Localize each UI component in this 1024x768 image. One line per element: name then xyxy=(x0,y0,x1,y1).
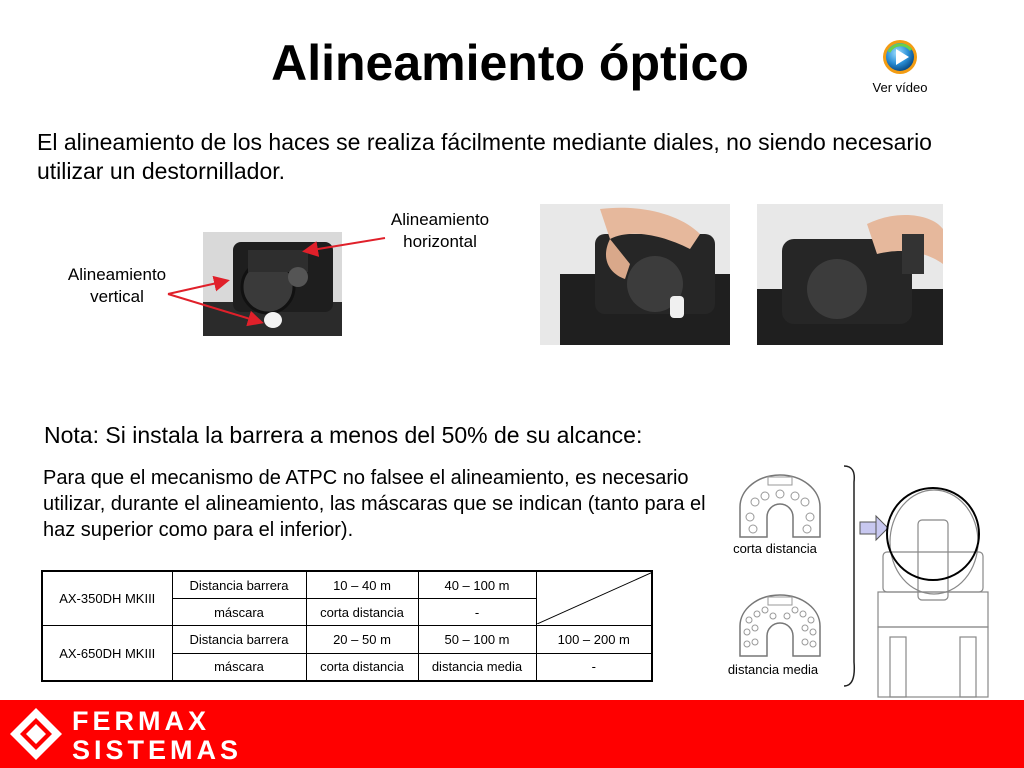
video-label[interactable]: Ver vídeo xyxy=(872,80,928,95)
table-cell: Distancia barrera xyxy=(172,571,306,599)
mask-medium-label: distancia media xyxy=(727,662,819,677)
table-cell: 10 – 40 m xyxy=(306,571,418,599)
table-cell: corta distancia xyxy=(306,599,418,626)
device-diagram xyxy=(838,462,1008,698)
table-cell: AX-350DH MKIII xyxy=(42,571,172,626)
footer-bar xyxy=(0,700,1024,768)
intro-text: El alineamiento de los haces se realiza fácilmente mediante diales, no siendo necesario utilizar un destornillador. xyxy=(37,129,932,184)
mask-short-label: corta distancia xyxy=(733,541,817,556)
table-cell: 50 – 100 m xyxy=(418,626,536,653)
spec-table xyxy=(41,570,653,682)
bracket-icon xyxy=(844,466,854,686)
table-cell: 40 – 100 m xyxy=(418,571,536,599)
mask-medium-image xyxy=(735,592,825,660)
table-cell: - xyxy=(536,653,652,681)
table-cell: distancia media xyxy=(418,653,536,681)
table-cell: máscara xyxy=(172,653,306,681)
table-row xyxy=(42,571,652,599)
diagonal-line xyxy=(537,572,653,624)
fermax-logo-icon xyxy=(8,706,64,762)
table-cell-empty xyxy=(536,571,652,626)
mask-short-image xyxy=(735,472,825,542)
note-heading: Nota: Si instala la barrera a menos del 50% de su alcance: xyxy=(44,422,643,448)
brand-name: FERMAX xyxy=(72,706,210,736)
brand-subtitle: SISTEMAS xyxy=(72,735,243,765)
callout-vertical: Alineamiento vertical xyxy=(67,265,167,306)
table-cell: 100 – 200 m xyxy=(536,626,652,653)
table-cell: AX-650DH MKIII xyxy=(42,626,172,681)
callout-horizontal: Alineamiento horizontal xyxy=(390,210,490,251)
table-cell: máscara xyxy=(172,599,306,626)
highlight-circle xyxy=(887,488,979,580)
table-row xyxy=(42,626,652,653)
arrow-vertical-1 xyxy=(168,281,226,294)
slide-title: Alineamiento óptico xyxy=(271,35,749,91)
arrow-vertical-2 xyxy=(168,294,260,322)
pointer-arrow-icon xyxy=(860,522,876,534)
table-cell: corta distancia xyxy=(306,653,418,681)
table-cell: 20 – 50 m xyxy=(306,626,418,653)
table-cell: Distancia barrera xyxy=(172,626,306,653)
table-cell: - xyxy=(418,599,536,626)
arrow-horizontal xyxy=(306,238,385,251)
note-paragraph: Para que el mecanismo de ATPC no falsee el alineamiento, es necesario utilizar, durante el alineamiento, las máscaras que se indican (tanto para el haz superior como para el inferior). xyxy=(43,467,706,541)
